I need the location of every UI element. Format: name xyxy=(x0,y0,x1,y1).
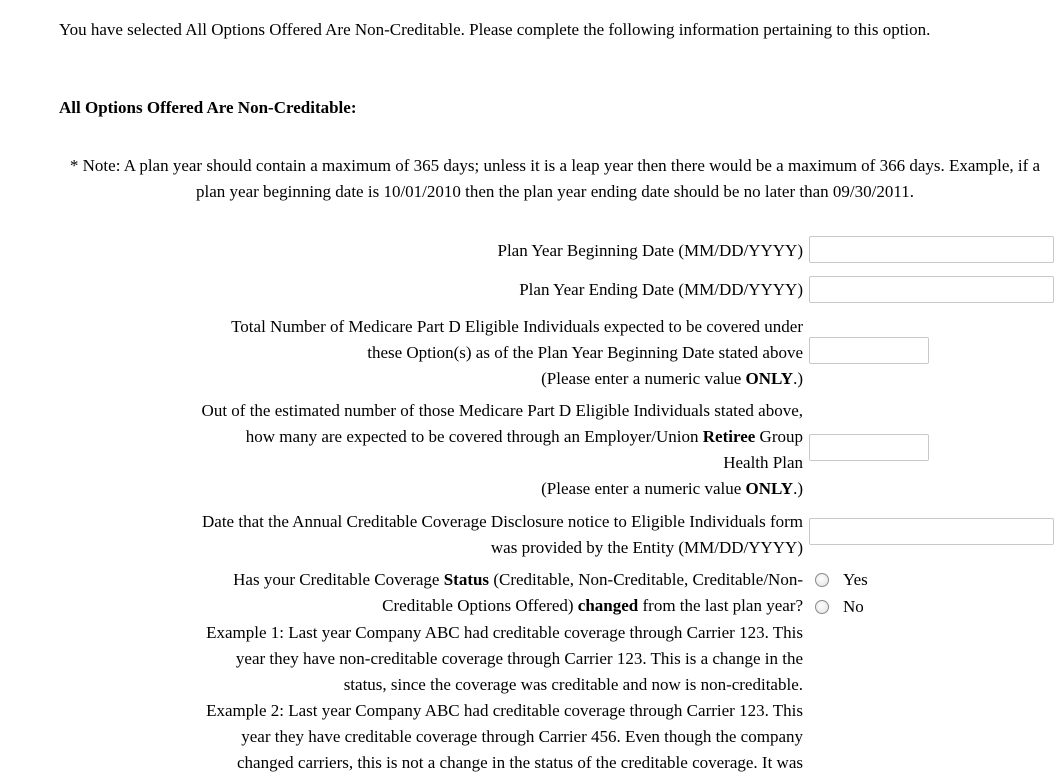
disclosure-date-label xyxy=(202,509,803,561)
total-eligible-input[interactable] xyxy=(809,337,929,364)
example-2 xyxy=(43,698,803,776)
end-date-label: Plan Year Ending Date (MM/DD/YYYY) xyxy=(519,280,803,299)
total-eligible-hint-suffix: .) xyxy=(793,369,803,388)
example-2-line3: changed carriers, this is not a change in the status of the creditable coverage. It was xyxy=(237,753,803,772)
retiree-count-hint-bold: ONLY xyxy=(745,479,794,498)
total-eligible-label-line2: these Option(s) as of the Plan Year Beginning Date stated above xyxy=(367,343,803,362)
example-2-line2: year they have creditable coverage through Carrier 456. Even though the company xyxy=(241,727,803,746)
total-eligible-label-line1: Total Number of Medicare Part D Eligible Individuals expected to be covered under xyxy=(231,317,803,336)
retiree-count-line2-suffix: Group xyxy=(755,427,803,446)
retiree-count-hint-prefix: (Please enter a numeric value xyxy=(541,479,746,498)
begin-date-input[interactable] xyxy=(809,236,1054,263)
retiree-count-hint-suffix: .) xyxy=(793,479,803,498)
example-2-line1: Example 2: Last year Company ABC had creditable coverage through Carrier 123. This xyxy=(206,701,803,720)
status-line1-suffix: (Creditable, Non-Creditable, Creditable/Non- xyxy=(489,570,803,589)
retiree-count-hint xyxy=(202,476,803,502)
disclosure-date-label-line2: was provided by the Entity (MM/DD/YYYY) xyxy=(490,538,803,557)
status-changed-label-line1 xyxy=(233,567,803,593)
retiree-count-label-line1: Out of the estimated number of those Medicare Part D Eligible Individuals stated above, xyxy=(201,401,803,420)
retiree-count-label xyxy=(202,398,803,502)
status-line1-bold: Status xyxy=(443,570,490,589)
status-line2-prefix: Creditable Options Offered) xyxy=(382,596,578,615)
status-no-label: No xyxy=(843,597,864,616)
retiree-count-line2-prefix: how many are expected to be covered through an Employer/Union xyxy=(245,427,703,446)
retiree-count-line2-bold: Retiree xyxy=(702,427,756,446)
total-eligible-hint-prefix: (Please enter a numeric value xyxy=(541,369,746,388)
retiree-count-input[interactable] xyxy=(809,434,929,461)
retiree-count-label-line2 xyxy=(202,424,803,450)
status-yes-radio[interactable] xyxy=(815,573,829,587)
disclosure-date-input[interactable] xyxy=(809,518,1054,545)
status-no-radio[interactable] xyxy=(815,600,829,614)
plan-year-note: * Note: A plan year should contain a maximum of 365 days; unless it is a leap year then there would be a maximum of 366 days. Example, if a plan year beginning date is 10/01/2010 then the plan year ending date should be no later than 09/30/2011. xyxy=(69,156,1041,201)
total-eligible-label xyxy=(231,314,803,392)
disclosure-date-label-line1: Date that the Annual Creditable Coverage Disclosure notice to Eligible Individuals form xyxy=(202,512,803,531)
example-1 xyxy=(43,620,803,698)
retiree-count-label-line3: Health Plan xyxy=(723,453,803,472)
status-line1-prefix: Has your Creditable Coverage xyxy=(233,570,444,589)
status-changed-label-line2 xyxy=(233,593,803,619)
example-1-line1: Example 1: Last year Company ABC had creditable coverage through Carrier 123. This xyxy=(206,623,803,642)
total-eligible-hint-bold: ONLY xyxy=(745,369,794,388)
begin-date-label: Plan Year Beginning Date (MM/DD/YYYY) xyxy=(497,241,803,260)
section-title: All Options Offered Are Non-Creditable: xyxy=(59,98,357,117)
intro-text: You have selected All Options Offered Are Non-Creditable. Please complete the following information pertaining to this option. xyxy=(59,20,931,39)
end-date-input[interactable] xyxy=(809,276,1054,303)
total-eligible-hint xyxy=(231,366,803,392)
example-1-line2: year they have non-creditable coverage through Carrier 123. This is a change in the xyxy=(235,649,803,668)
status-line2-bold: changed xyxy=(577,596,639,615)
status-line2-suffix: from the last plan year? xyxy=(638,596,803,615)
status-changed-label xyxy=(233,567,803,619)
example-1-line3: status, since the coverage was creditable and now is non-creditable. xyxy=(343,675,803,694)
status-yes-label: Yes xyxy=(843,570,868,589)
